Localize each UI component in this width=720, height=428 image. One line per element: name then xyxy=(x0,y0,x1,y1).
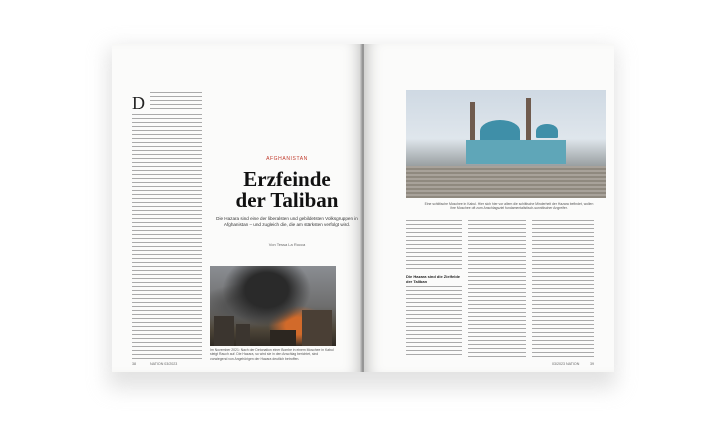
mosque-photo xyxy=(406,90,606,198)
body-text-column-3 xyxy=(532,220,594,358)
body-text-column-1 xyxy=(406,286,462,358)
mosque-photo-caption: Eine schiitische Moschee in Kabul. Hier sich hier vor allem die schiitische Minderheit der Hazara befindet, wollen ihre Moschee oft zum Anschlagsziel fundamentalistisch-sunnitischer Angreifer. xyxy=(424,202,594,211)
building-silhouette xyxy=(270,330,296,346)
dome xyxy=(536,124,558,138)
building-silhouette xyxy=(302,310,332,346)
byline: Von Tessa La Rocca xyxy=(268,242,306,247)
mosque-steps xyxy=(406,166,606,198)
body-text-column-1 xyxy=(150,92,202,112)
building-silhouette xyxy=(236,324,250,346)
headline-line-1: Erzfeinde xyxy=(243,167,331,191)
headline-line-2: der Taliban xyxy=(235,188,339,212)
right-page xyxy=(364,44,614,372)
smoke-photo-caption: Im November 2021: Nach der Detonation einer Bombe in einem Moschee in Kabul steigt Rauch auf. Die Hazara, so wird sie in den Anschlag berichtet, sind vorwiegend von Angehörigen der Hazara deutlich betroffen. xyxy=(210,348,334,361)
smoke-photo xyxy=(210,266,336,346)
folio-left: NATION 03/2023 xyxy=(150,362,178,366)
section-kicker: AFGHANISTAN xyxy=(266,156,308,162)
article-headline xyxy=(212,169,362,211)
building-silhouette xyxy=(214,316,234,346)
page-number-left: 38 xyxy=(132,362,136,366)
magazine-spread xyxy=(112,44,614,372)
body-text-column-1 xyxy=(132,114,202,360)
article-deck: Die Hazara sind eine der liberalsten und gebildetsten Volksgruppen in Afghanistan – und zugleich die, die am stärksten verfolgt wird. xyxy=(216,216,358,227)
page-number-right: 39 xyxy=(590,362,594,366)
dome xyxy=(480,120,520,142)
section-subhead: Die Hazara sind die Zielfelde der Taliban xyxy=(406,274,461,284)
drop-cap: D xyxy=(132,93,145,113)
folio-right: 03/2023 NATION xyxy=(552,362,580,366)
mosque-facade xyxy=(466,140,566,164)
body-text-column-1 xyxy=(406,220,462,272)
body-text-column-2 xyxy=(468,220,526,358)
left-page xyxy=(112,44,362,372)
